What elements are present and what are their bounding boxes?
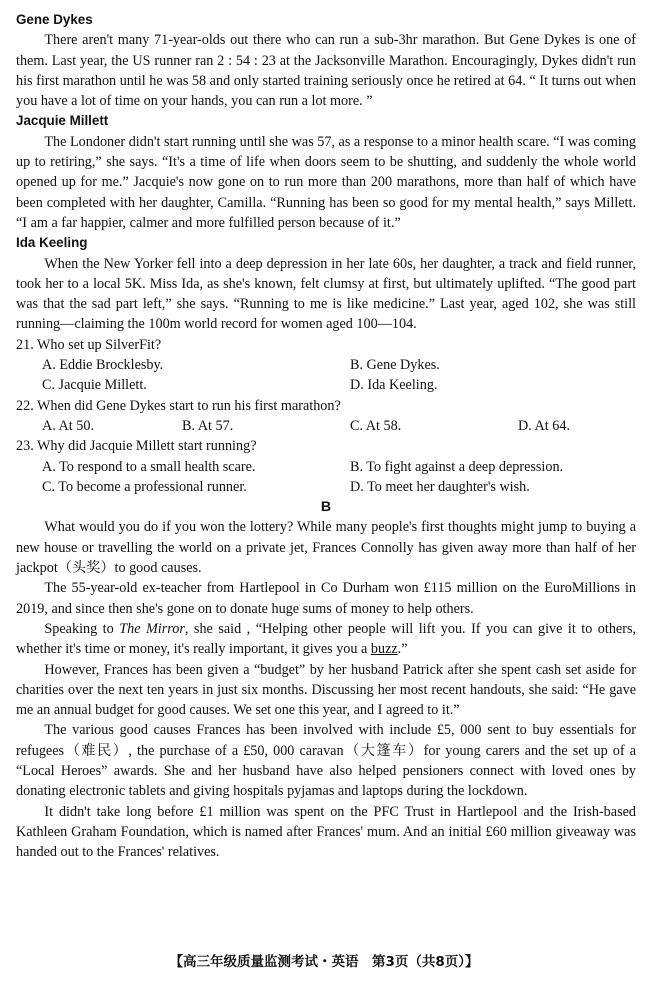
question-stem: 23. Why did Jacquie Millett start running? — [16, 438, 257, 455]
question-stem: 21. Who set up SilverFit? — [16, 336, 162, 353]
passage-b-paragraph-1: What would you do if you won the lottery? While many people's first thoughts might jump to buying a new house or travelling the world on a private jet, Frances Connolly has given away more than half of her jackpot（头奖）to good causes. — [16, 519, 636, 577]
section-heading-gene-dykes: Gene Dykes — [16, 12, 93, 27]
section-heading-ida-keeling: Ida Keeling — [16, 235, 88, 251]
paragraph-text: Speaking to — [44, 620, 120, 637]
passage-b-paragraph-4: However, Frances has been given a “budget” by her husband Patrick after she spent cash set aside for charities over the next ten years in just six months. Discussing her most recent handouts, she said: “He gave me an annual budget for good causes. We set one this year, and I agreed to it.” — [16, 661, 636, 719]
option-b[interactable]: B. To fight against a deep depression. — [350, 458, 564, 475]
underlined-word: buzz — [370, 641, 398, 658]
passage-b-paragraph-3 — [16, 619, 636, 660]
passage-b-paragraph-2: The 55-year-old ex-teacher from Hartlepool in Co Durham won £115 million on the EuroMillions in 2019, and since then she's gone on to donate huge sums of money to help others. — [16, 580, 636, 617]
document-body — [16, 10, 636, 862]
answer-options — [16, 457, 636, 498]
paragraph-text: , she said , “Helping other people will lift you. If you can give it to others, whether it's time or money, it's really important, it gives you a — [16, 620, 637, 658]
option-c[interactable]: C. To become a professional runner. — [42, 478, 247, 495]
option-a[interactable]: A. At 50. — [42, 417, 95, 434]
passage-b-paragraph-5: The various good causes Frances has been involved with include £5, 000 sent to buy essentials for refugees（难民）, the purchase of a £50, 000 caravan（大篷车）for young carers and the set up of a “Local Heroes” awards. She and her husband have also helped pensioners connect with loved ones by donating electronic tablets and giving hospitals pyjamas and laptops during the lockdown. — [16, 722, 636, 800]
option-c[interactable]: C. Jacquie Millett. — [42, 377, 147, 394]
question-stem: 22. When did Gene Dykes start to run his first marathon? — [16, 397, 341, 414]
option-d[interactable]: D. At 64. — [518, 417, 571, 434]
option-d[interactable]: D. Ida Keeling. — [350, 377, 438, 394]
answer-options — [16, 416, 636, 436]
question-23 — [16, 436, 636, 497]
section-heading-jacquie-millett: Jacquie Millett — [16, 113, 109, 129]
passage-b-paragraph-6: It didn't take long before £1 million was spent on the PFC Trust in Hartlepool and the Irish-based Kathleen Graham Foundation, which is named after Frances' mum. And an initial £60 million giveaway was handed out to the Frances' relatives. — [16, 803, 636, 861]
paragraph-text: .” — [397, 641, 408, 658]
paragraph-gene-dykes: There aren't many 71-year-olds out there who can run a sub-3hr marathon. But Gene Dykes is one of them. Last year, the US runner ran 2 : 54 : 23 at the Jacksonville Marathon. Encouragingly, Dykes didn't run his first marathon until he was 58 and only started training seriously once he retired at 64. “ It turns out when you have a lot of time on your hands, you can run a lot more. ” — [16, 32, 636, 110]
option-d[interactable]: D. To meet her daughter's wish. — [350, 478, 530, 495]
option-b[interactable]: B. At 57. — [182, 417, 234, 434]
paragraph-ida-keeling: When the New Yorker fell into a deep depression in her late 60s, her daughter, a track and field runner, took her to a local 5K. Miss Ida, as she's known, felt clumsy at first, but ultimately uplifted. “The good part was that the sad part left,” she says. “Running to me is like medicine.” Last year, aged 102, she was still running—claiming the 100m world record for women aged 100—104. — [16, 255, 636, 333]
question-22 — [16, 396, 636, 437]
option-a[interactable]: A. To respond to a small health scare. — [42, 458, 256, 475]
question-21 — [16, 335, 636, 396]
option-b[interactable]: B. Gene Dykes. — [350, 357, 440, 374]
answer-options — [16, 355, 636, 396]
page-footer: 【高三年级质量监测考试・英语 第3页（共8页）】 — [169, 954, 479, 970]
option-c[interactable]: C. At 58. — [350, 417, 402, 434]
option-a[interactable]: A. Eddie Brocklesby. — [42, 357, 164, 374]
paragraph-jacquie-millett: The Londoner didn't start running until she was 57, as a response to a minor health scare. “I was coming up to retiring,” she says. “It's a time of life when doors seem to be shutting, and suddenly the whole world opened up for me.” Jacquie's now gone on to run more than 200 marathons, more than half of which have been completed with her daughter, Camilla. “Running has been so good for my mental health,” says Millett. “I am a far happier, calmer and more fulfilled person because of it.” — [16, 133, 636, 231]
passage-label: B — [320, 499, 332, 516]
source-title: The Mirror — [119, 620, 185, 637]
